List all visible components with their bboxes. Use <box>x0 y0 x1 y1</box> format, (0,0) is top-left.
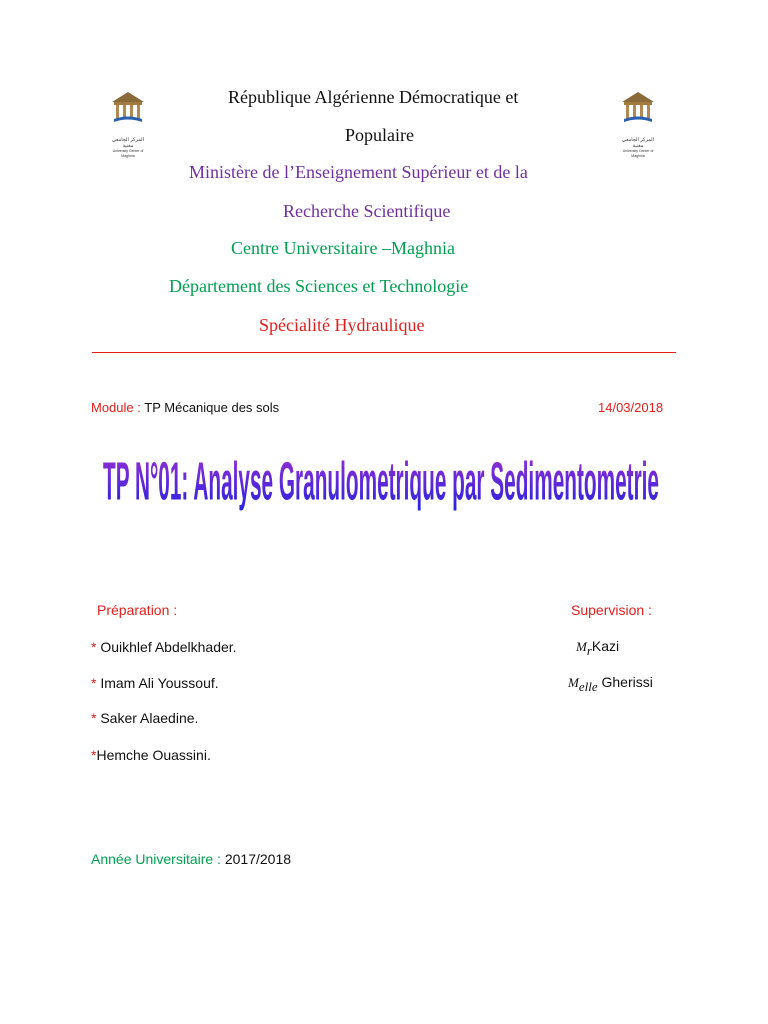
student-item: * Ouikhlef Abdelkhader. <box>91 639 237 655</box>
university-building-icon <box>108 88 148 132</box>
left-logo: المركز الجامعي مغنية University Center of Maghnia <box>108 88 148 159</box>
year-label: Année Universitaire : <box>91 851 221 867</box>
header-department: Département des Sciences et Technologie <box>169 276 469 296</box>
supervisor-item: $M_{elle}$ Gherissi <box>568 674 653 694</box>
header-populaire: Populaire <box>345 125 414 145</box>
university-building-icon <box>618 88 658 132</box>
header-ministry: Ministère de l’Enseignement Supérieur et de la <box>189 162 528 182</box>
student-item: * Saker Alaedine. <box>91 710 199 726</box>
academic-year <box>91 851 291 867</box>
supervisor-item: $M_rKazi$ <box>576 638 620 658</box>
header-speciality: Spécialité Hydraulique <box>259 315 425 335</box>
right-logo: المركز الجامعي مغنية University Center of Maghnia <box>618 88 658 159</box>
header-research: Recherche Scientifique <box>283 201 451 221</box>
module-label: Module : <box>91 400 141 415</box>
year-value: 2017/2018 <box>224 851 292 867</box>
divider-line <box>92 352 676 353</box>
student-item: *Hemche Ouassini. <box>91 747 211 763</box>
header-republic: République Algérienne Démocratique et <box>228 87 519 107</box>
module-date: 14/03/2018 <box>598 400 664 415</box>
tp-title-text: TP N°01: Analyse Granulometrique par Sedimentometrie <box>103 451 660 512</box>
module-line <box>91 400 279 415</box>
tp-title <box>96 440 666 530</box>
header-centre: Centre Universitaire –Maghnia <box>231 238 455 258</box>
supervision-label: Supervision : <box>571 602 652 618</box>
student-item: * Imam Ali Youssouf. <box>91 675 219 691</box>
module-value: TP Mécanique des sols <box>144 400 280 415</box>
preparation-label: Préparation : <box>97 602 178 618</box>
